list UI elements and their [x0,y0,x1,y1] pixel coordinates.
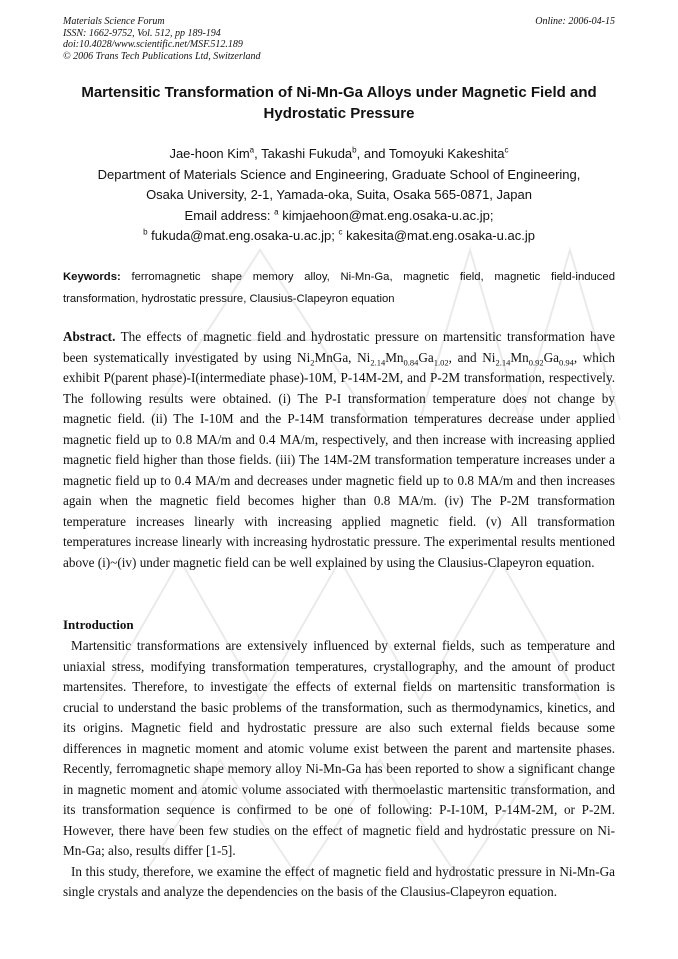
author-name: , Takashi Fukuda [254,146,353,161]
formula-subscript: 0.84 [403,357,419,368]
author-name: Jae-hoon Kim [169,146,250,161]
abstract-block [63,327,615,573]
keywords-text: ferromagnetic shape memory alloy, Ni-Mn-Ga, magnetic field, magnetic field-induced transformation, hydrostatic pressure, Clausius-Clapeyron equation [63,271,616,305]
abstract-text: Ga [418,349,434,365]
formula-subscript: 2.14 [370,357,386,368]
author-line [63,144,615,165]
intro-paragraph-1: Martensitic transformations are extensively influenced by external fields, such as temperature and uniaxial stress, modifying transformation temperatures, crystallography, and the amount of product martensites. Therefore, to investigate the effects of external fields on martensitic transformation is crucial to understand the basic problems of the transformation, such as thermodynamics, kinetics, and its origins. Magnetic field and hydrostatic pressure are also such external fields because some differences in magnetic moment and atomic volume exist between the parent and martensite phases. Recently, ferromagnetic shape memory alloy Ni-Mn-Ga has been reported to show a significant change in magnetic moment and atomic volume associated with thermoelastic martensitic transformation, and its transformation sequence is confirmed to be one of following: P-I-10M, P-14M-2M, or P-2M. However, there have been few studies on the effect of magnetic field and hydrostatic pressure on Ni-Mn-Ga; also, results differ [1-5]. [63,638,615,858]
formula-subscript: 0.92 [528,357,544,368]
author-block [63,144,615,247]
paper-title: Martensitic Transformation of Ni-Mn-Ga Alloys under Magnetic Field and Hydrostatic Pressure [81,84,597,122]
email-label: Email address: [184,207,271,223]
author-name: , and Tomoyuki Kakeshita [356,146,505,161]
abstract-text: Ga [543,349,559,365]
email-mark: b [143,227,148,237]
email-mark: c [338,227,343,237]
online-date: Online: 2006-04-15 [535,16,615,27]
email-address[interactable]: fukuda@mat.eng.osaka-u.ac.jp; [151,228,335,243]
abstract-text: Mn [510,349,529,365]
formula-subscript: 0.94 [558,357,574,368]
formula-subscript: 1.02 [433,357,449,368]
email-address[interactable]: kimjaehoon@mat.eng.osaka-u.ac.jp; [282,207,494,223]
email-line-1 [63,206,615,227]
abstract-text: , which exhibit P(parent phase)-I(intermediate phase)-10M, P-14M-2M, and P-2M transformation, respectively. The following results were obtained. (i) The P-I transformation temperature does not change by magnetic field. (ii) The I-10M and the P-14M transformation temperatures decrease under applied magnetic field up to 0.8 MA/m and 0.4 MA/m, respectively, and then increase with increasing applied magnetic field higher than those fields. (iii) The 14M-2M transformation temperature increases under a magnetic field up to 0.4 MA/m and decreases under magnetic field up to 0.8 MA/m and then increases again when the magnetic field becomes higher than 0.8 MA/m. (iv) The P-2M transformation temperature increases linearly with increasing applied magnetic field. (v) All transformation temperatures increase linearly with increasing hydrostatic pressure. The experimental results mentioned above (i)~(iv) under magnetic field can be well explained by using the Clausius-Clapeyron equation. [63,349,615,570]
intro-paragraph-2: In this study, therefore, we examine the effect of magnetic field and hydrostatic pressure in Ni-Mn-Ga single crystals and analyze the dependencies on the basis of the Clausius-Clapeyron equation. [63,863,615,899]
email-mark: a [274,207,279,217]
abstract-text: MnGa, Ni [314,349,371,365]
affil-mark: c [504,145,509,155]
abstract-text: The effects of magnetic field and hydrostatic pressure on martensitic transformation have been systematically investigated by using Ni [63,329,615,365]
issn-line: ISSN: 1662-9752, Vol. 512, pp 189-194 [63,27,221,39]
email-line-2 [63,226,615,247]
abstract-text: Mn [385,349,404,365]
formula-subscript: 2.14 [495,357,511,368]
journal-name: Materials Science Forum [63,16,165,27]
introduction-body [63,636,615,903]
journal-header [63,16,615,62]
copyright-line: © 2006 Trans Tech Publications Ltd, Switzerland [63,50,261,62]
abstract-label: Abstract. [63,329,116,344]
affiliation-line-1: Department of Materials Science and Engineering, Graduate School of Engineering, [97,166,581,182]
abstract-text: , and Ni [448,349,496,365]
affil-mark: b [352,145,357,155]
affiliation-line-2: Osaka University, 2-1, Yamada-oka, Suita, Osaka 565-0871, Japan [146,187,532,202]
doi-line: doi:10.4028/www.scientific.net/MSF.512.189 [63,39,243,50]
keywords-label: Keywords: [63,271,121,283]
keywords-block [63,266,615,310]
affil-mark: a [249,145,255,155]
introduction-heading: Introduction [63,617,134,632]
email-address[interactable]: kakesita@mat.eng.osaka-u.ac.jp [346,228,535,243]
formula-subscript: 2 [310,357,315,368]
